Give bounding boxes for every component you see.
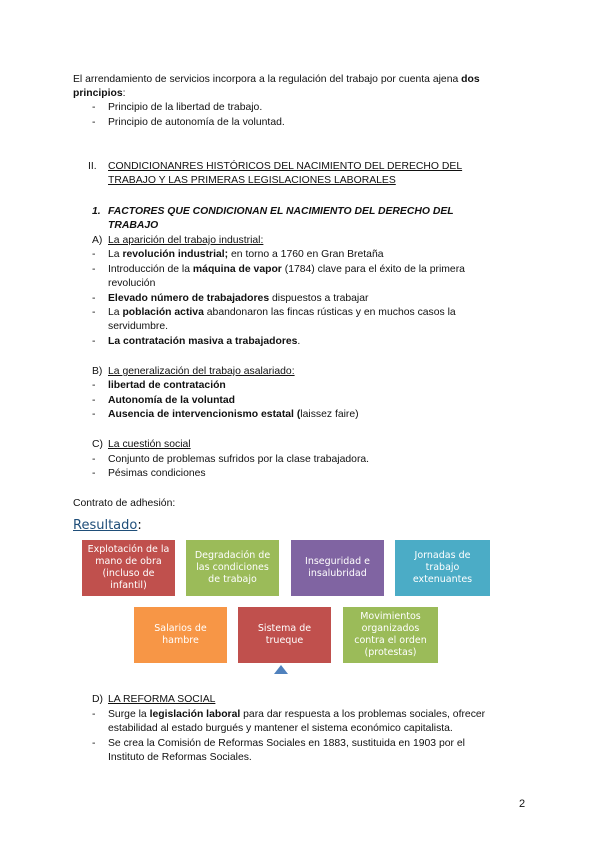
page-number: 2 [519,798,526,810]
a-item-1 [108,248,384,262]
text: La [108,249,123,260]
diagram-box-1: Explotación de la mano de obra (incluso de infantil) [82,540,175,596]
text: Introducción de la [108,264,193,275]
text: Surge la [108,709,150,720]
text: La [108,307,123,318]
subsection-number: 1. [92,206,101,217]
dash-marker: - [92,336,96,347]
d-item-2-cont: Instituto de Reformas Sociales. [108,752,252,763]
dash-marker: - [92,117,96,128]
bold-text: población activa [122,307,204,318]
text: laissez faire) [300,409,359,420]
c-title: La cuestión social [108,439,191,450]
intro-paragraph [73,73,480,87]
b-title: La generalización del trabajo asalariado: [108,366,295,377]
dash-marker: - [92,264,96,275]
bold-text: legislación laboral [149,709,241,720]
intro-item-1: Principio de la libertad de trabajo. [108,102,263,113]
d-item-1 [108,708,485,722]
diagram-box-2: Degradación de las condiciones de trabajo [186,540,279,596]
bold-text: La contratación masiva a trabajadores [108,336,298,347]
intro-bold-dos: dos [461,74,480,85]
section-numeral: II. [88,161,97,172]
list-marker-d: D) [92,694,103,705]
dash-marker: - [92,102,96,113]
dash-marker: - [92,380,96,391]
subsection-title-line1: FACTORES QUE CONDICIONAN EL NACIMIENTO DEL DERECHO DEL [108,206,454,217]
bold-text: Ausencia de intervencionismo estatal ( [108,409,301,420]
bold-text: Elevado número de trabajadores [108,293,270,304]
dash-marker: - [92,409,96,420]
a-item-4-cont: servidumbre. [108,321,169,332]
a-title: La aparición del trabajo industrial: [108,235,264,246]
text: (1784) clave para el éxito de la primera [281,264,465,275]
intro-text: El arrendamiento de servicios incorpora a la regulación del trabajo por cuenta ajena [73,74,462,85]
bold-text: máquina de vapor [192,264,282,275]
b-item-1: libertad de contratación [108,380,226,391]
diagram-box-7: Movimientos organizados contra el orden (protestas) [343,607,438,663]
dash-marker: - [92,249,96,260]
b-item-3 [108,408,359,422]
dash-marker: - [92,709,96,720]
intro-item-2: Principio de autonomía de la voluntad. [108,117,285,128]
a-item-2-cont: revolución [108,278,156,289]
list-marker-a: A) [92,235,103,246]
diagram-box-6: Sistema de trueque [238,607,331,663]
diagram-pointer-icon [274,665,288,674]
c-item-2: Pésimas condiciones [108,468,206,479]
d-item-2: Se crea la Comisión de Reformas Sociales en 1883, sustituida en 1903 por el [108,738,465,749]
text: abandonaron las fincas rústicas y en muchos casos la [203,307,456,318]
text: . [297,336,301,347]
section-title-line1: CONDICIONANRES HISTÓRICOS DEL NACIMIENTO DEL DERECHO DEL [108,161,463,172]
intro-paragraph-cont [73,87,126,101]
diagram-box-5: Salarios de hambre [134,607,227,663]
c-item-1: Conjunto de problemas sufridos por la clase trabajadora. [108,454,370,465]
subsection-title-line2: TRABAJO [108,220,159,231]
dash-marker: - [92,454,96,465]
a-item-3 [108,292,368,306]
list-marker-c: C) [92,439,103,450]
text: en torno a 1760 en Gran Bretaña [228,249,384,260]
dash-marker: - [92,293,96,304]
diagram-box-3: Inseguridad e insalubridad [291,540,384,596]
resultado-heading [73,517,142,534]
resultado-label: Resultado [73,518,138,533]
dash-marker: - [92,468,96,479]
dash-marker: - [92,307,96,318]
intro-colon: : [122,88,126,99]
bold-text: revolución industrial; [122,249,229,260]
a-item-5 [108,335,300,349]
dash-marker: - [92,395,96,406]
resultado-colon: : [137,518,142,533]
contrato-label: Contrato de adhesión: [73,498,176,509]
intro-bold-principios: principios [73,88,123,99]
diagram-box-4: Jornadas de trabajo extenuantes [395,540,490,596]
text: para dar respuesta a los problemas sociales, ofrecer [240,709,486,720]
b-item-2: Autonomía de la voluntad [108,395,236,406]
list-marker-b: B) [92,366,103,377]
d-item-1-cont: estabilidad al estado burgués y mantener el sistema económico capitalista. [108,723,453,734]
a-item-4 [108,306,456,320]
d-title: LA REFORMA SOCIAL [108,694,216,705]
text: dispuestos a trabajar [269,293,369,304]
a-item-2 [108,263,465,277]
dash-marker: - [92,738,96,749]
section-title-line2: TRABAJO Y LAS PRIMERAS LEGISLACIONES LABORALES [108,175,396,186]
